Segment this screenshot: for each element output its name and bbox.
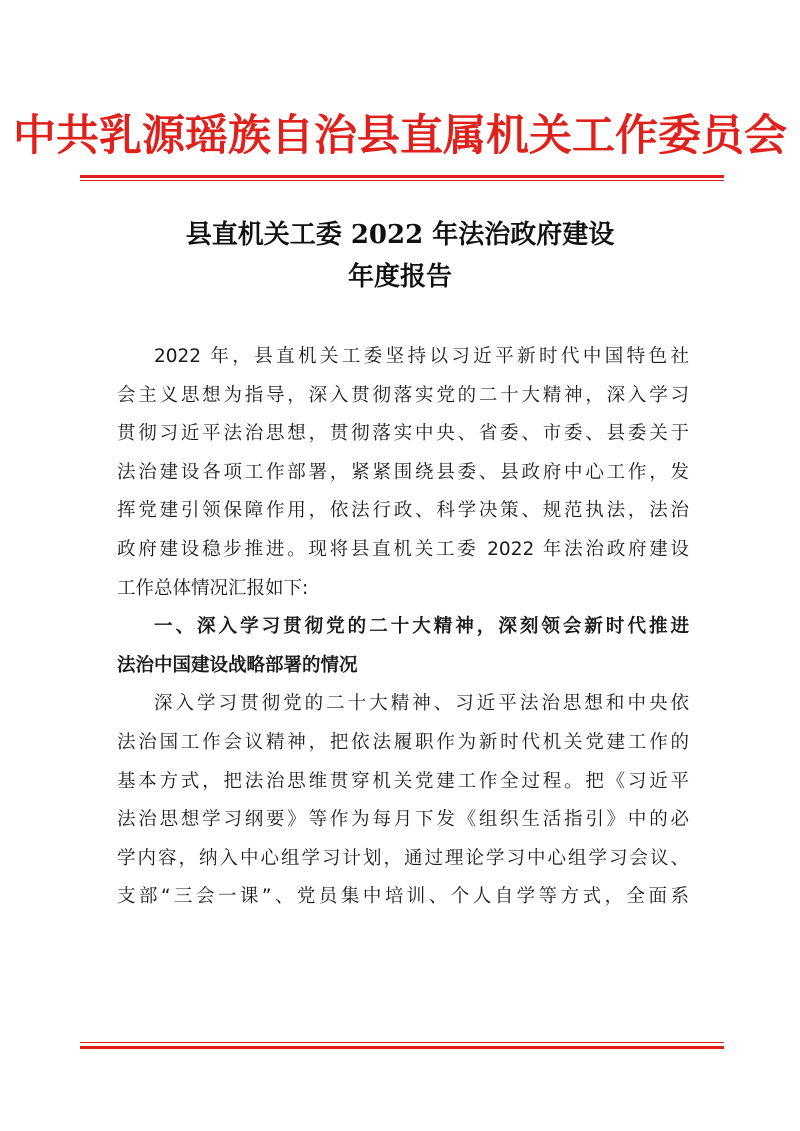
footer-rule-thick xyxy=(80,1046,724,1049)
footer-rule-thin xyxy=(80,1042,724,1043)
paragraph-line: 法治思想学习纲要》等作为每月下发《组织生活指引》中的必 xyxy=(117,809,689,831)
section-heading-line: 法治中国建设战略部署的情况 xyxy=(117,654,358,676)
paragraph-line: 法治国工作会议精神，把依法履职作为新时代机关党建工作的 xyxy=(117,731,689,753)
paragraph-line: 深入学习贯彻党的二十大精神、习近平法治思想和中央依 xyxy=(154,693,689,715)
paragraph-line: 工作总体情况汇报如下: xyxy=(117,577,309,599)
paragraph-line: 会主义思想为指导，深入贯彻落实党的二十大精神，深入学习 xyxy=(117,384,689,406)
paragraph-line: 挥党建引领保障作用，依法行政、科学决策、规范执法，法治 xyxy=(117,500,689,522)
paragraph-line: 基本方式，把法治思维贯穿机关党建工作全过程。把《习近平 xyxy=(117,770,689,792)
doc-title-line-1: 县直机关工委 2022 年法治政府建设 xyxy=(185,220,615,250)
header-rule-thin xyxy=(80,180,724,181)
doc-title-line-2: 年度报告 xyxy=(347,262,452,292)
doc-title xyxy=(0,214,800,298)
paragraph-line: 贯彻习近平法治思想，贯彻落实中央、省委、市委、县委关于 xyxy=(117,423,689,445)
paragraph-line: 2022 年，县直机关工委坚持以习近平新时代中国特色社 xyxy=(154,346,689,367)
section-heading-line: 一、深入学习贯彻党的二十大精神，深刻领会新时代推进 xyxy=(154,616,689,638)
paragraph-line: 学内容，纳入中心组学习计划，通过理论学习中心组学习会议、 xyxy=(117,847,689,869)
org-header: 中共乳源瑶族自治县直属机关工作委员会 xyxy=(13,111,787,161)
paragraph-line: 法治建设各项工作部署，紧紧围绕县委、县政府中心工作，发 xyxy=(117,461,689,483)
paragraph-line: 支部“三会一课”、党员集中培训、个人自学等方式，全面系 xyxy=(117,886,689,908)
body-text xyxy=(117,338,689,917)
paragraph-line: 政府建设稳步推进。现将县直机关工委 2022 年法治政府建设 xyxy=(117,538,689,560)
header-rule-thick xyxy=(80,175,724,178)
